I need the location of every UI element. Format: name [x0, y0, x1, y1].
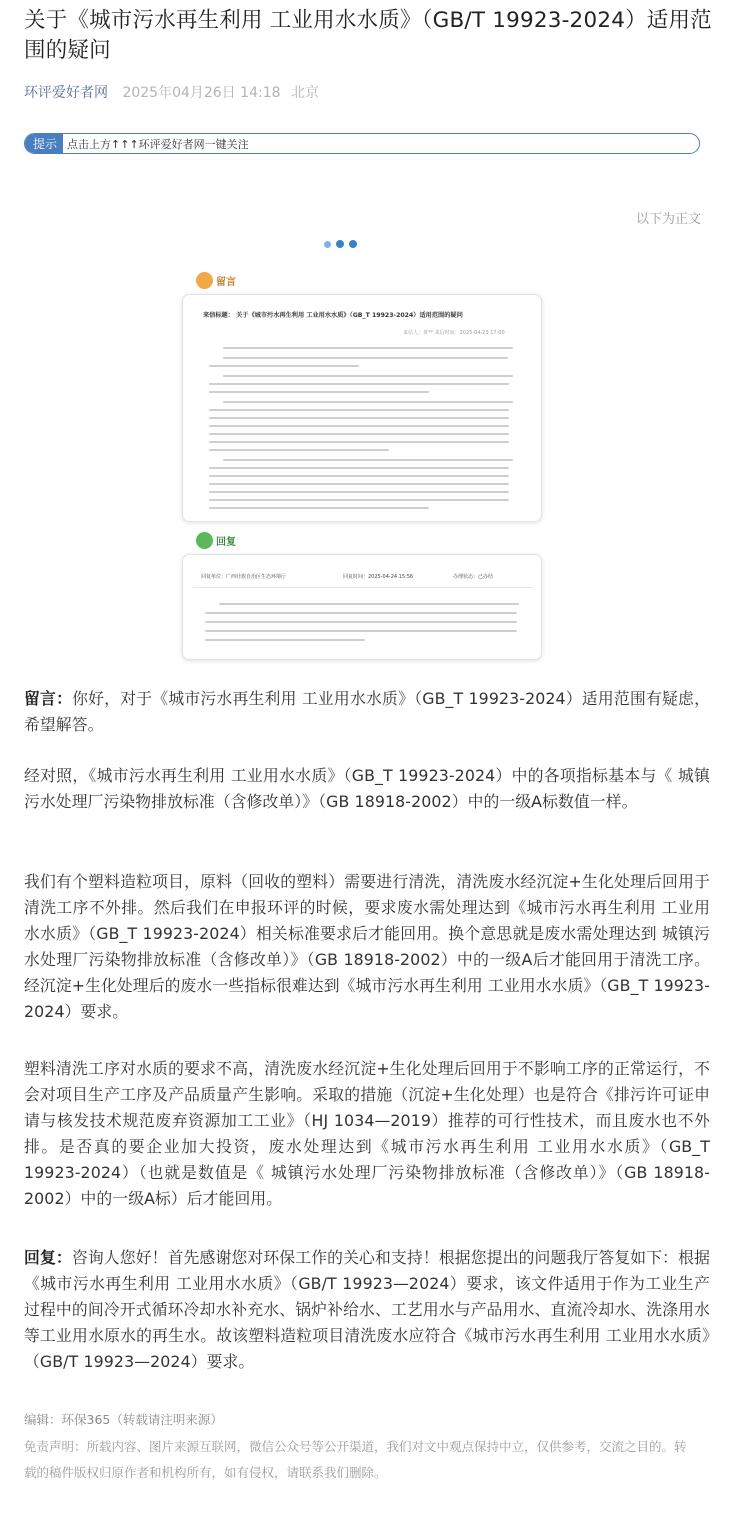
reply-unit: 回复单位：广西壮族自治区生态环境厅 [201, 574, 287, 580]
screenshot-image [182, 268, 544, 664]
reply-card [182, 554, 542, 660]
leave-meta: 来信人：黄** 来信时间：2025-04-23 17:00 [403, 330, 505, 336]
publish-date: 2025年04月26日 14:18 [122, 85, 281, 101]
reply-time: 回复时间：2025-04-24 15:56 [343, 574, 414, 580]
paragraph-reply [24, 1245, 710, 1375]
leave-label: 留言 [216, 277, 236, 288]
article-meta [24, 82, 319, 102]
reply-section-header [196, 532, 236, 549]
disclaimer: 免责声明：所载内容、图片来源互联网，微信公众号等公开渠道，我们对文中观点保持中立，仅供参考，交流之目的。转载的稿件版权归原作者和机构所有，如有侵权，请联系我们删除。 [24, 1439, 687, 1480]
leave-card [182, 294, 542, 522]
editor-note: 编辑：环保365（转载请注明来源） [24, 1412, 223, 1427]
reply-status: 办理状态：已办结 [453, 574, 494, 580]
carousel-dot-active[interactable] [336, 240, 344, 248]
leave-text: 你好，对于《城市污水再生利用 工业用水水质》（GB_T 19923-2024）适用范围有疑虑，希望解答。 [24, 689, 710, 734]
tip-text [63, 136, 249, 152]
tip-suffix: 一键关注 [204, 137, 249, 151]
paragraph-leave [24, 686, 710, 738]
publish-location: 北京 [290, 85, 319, 101]
intro-label: 以下为正文 [635, 212, 701, 227]
reply-prefix: 回复： [24, 1248, 72, 1267]
tip-prefix: 点击上方 [67, 137, 112, 151]
source-link[interactable]: 环评爱好者网 [24, 85, 108, 101]
reply-icon [196, 532, 213, 549]
paragraph-4: 塑料清洗工序对水质的要求不高，清洗废水经沉淀+生化处理后回用于不影响工序的正常运行，不会对项目生产工序及产品质量产生影响。采取的措施（沉淀+生化处理）也是符合《排污许可证申请与核发技术规范废弃资源加工工业》（HJ 1034—2019）推荐的可行性技术，而且废水也不外排。是否真的要企业加大投资，废水处理达到《城市污水再生利用 工业用水水质》（GB_T 19923-2024）（也就是数值是《 城镇污水处理厂污染物排放标准（含修改单）》（GB 18918-2002）中的一级A标）后才能回用。 [24, 1059, 710, 1208]
follow-tip-banner[interactable] [24, 133, 700, 154]
paragraph-2: 经对照，《城市污水再生利用 工业用水水质》（GB_T 19923-2024）中的各项指标基本与《 城镇污水处理厂污染物排放标准（含修改单）》（GB 18918-2002）中的一级A标数值一样。 [24, 766, 710, 811]
article-title: 关于《城市污水再生利用 工业用水水质》（GB/T 19923-2024）适用范围的疑问 [24, 8, 712, 63]
tip-arrows: ↑↑↑ [111, 137, 139, 151]
leave-prefix: 留言： [24, 689, 73, 708]
leave-title: 来信标题： 关于《城市污水再生利用 工业用水水质》（GB_T 19923-2024）适用范围的疑问 [203, 312, 463, 319]
leave-section-header [196, 272, 236, 289]
reply-text: 咨询人您好！首先感谢您对环保工作的关心和支持！根据您提出的问题我厅答复如下：根据《城市污水再生利用 工业用水水质》（GB/T 19923—2024）要求，该文件适用于作为工业生产过程中的间冷开式循环冷却水补充水、锅炉补给水、工艺用水与产品用水、直流冷却水、洗涤用水等工业用水原水的再生水。故该塑料造粒项目清洗废水应符合《城市污水再生利用 工业用水水质》（GB/T 19923—2024）要求。 [24, 1248, 710, 1371]
tip-account[interactable]: 环评爱好者网 [138, 137, 205, 151]
tip-tag: 提示 [25, 134, 63, 153]
paragraph-3: 我们有个塑料造粒项目，原料（回收的塑料）需要进行清洗，清洗废水经沉淀+生化处理后回用于清洗工序不外排。然后我们在申报环评的时候，要求废水需处理达到《城市污水再生利用 工业用水水质》（GB_T 19923-2024）相关标准要求后才能回用。换个意思就是废水需处理达到 城镇污水处理厂污染物排放标准（含修改单）》（GB 18918-2002）中的一级A后才能回用于清洗工序。经沉淀+生化处理后的废水一些指标很难达到《城市污水再生利用 工业用水水质》（GB_T 19923-2024）要求。 [24, 872, 710, 1021]
carousel-dots [324, 240, 357, 248]
message-icon [196, 272, 213, 289]
carousel-dot[interactable] [349, 240, 357, 248]
reply-label: 回复 [216, 537, 236, 548]
carousel-dot[interactable] [324, 241, 331, 248]
